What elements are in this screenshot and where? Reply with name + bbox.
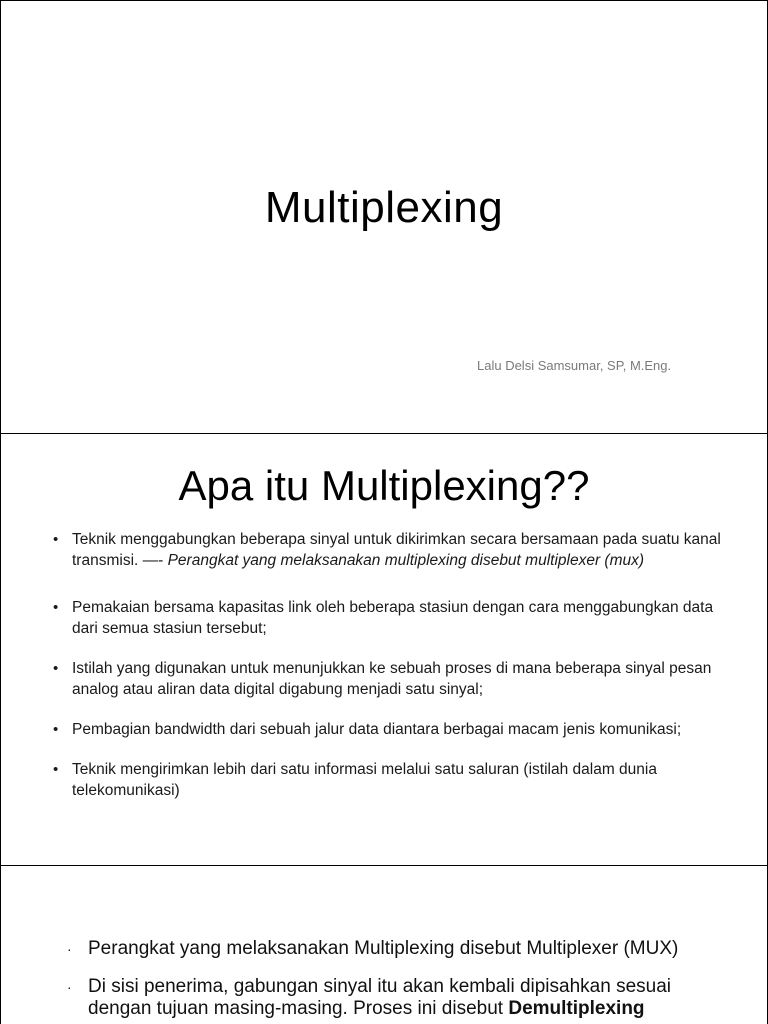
list-item bbox=[67, 938, 727, 960]
bullet-icon: • bbox=[53, 660, 59, 677]
author-name: Lalu Delsi Samsumar, SP, M.Eng. bbox=[477, 358, 672, 373]
bullet-icon: • bbox=[53, 721, 59, 738]
mux-slide bbox=[0, 865, 768, 1024]
list-item-text: Di sisi penerima, gabungan sinyal itu akan kembali dipisahkan sesuai dengan tujuan masing-masing. Proses ini disebut bbox=[88, 976, 671, 1019]
list-item bbox=[53, 759, 723, 801]
list-item-text: Pembagian bandwidth dari sebuah jalur data diantara berbagai macam jenis komunikasi; bbox=[72, 721, 682, 738]
bullet-icon: • bbox=[53, 531, 59, 548]
slide-title: Apa itu Multiplexing?? bbox=[178, 462, 590, 509]
list-item bbox=[53, 597, 723, 639]
definition-slide bbox=[0, 433, 768, 866]
bullet-list bbox=[53, 529, 723, 801]
list-item-text: Pemakaian bersama kapasitas link oleh beberapa stasiun dengan cara menggabungkan data dari semua stasiun tersebut; bbox=[72, 599, 714, 637]
list-item-italic-text: Perangkat yang melaksanakan multiplexing disebut multiplexer (mux) bbox=[167, 552, 645, 569]
bullet-list bbox=[67, 938, 727, 1020]
list-item-text: Teknik mengirimkan lebih dari satu informasi melalui satu saluran (istilah dalam dunia telekomunikasi) bbox=[72, 761, 657, 799]
list-item-text: Teknik menggabungkan beberapa sinyal untuk dikirimkan secara bersamaan pada suatu kanal transmisi. —- bbox=[72, 531, 721, 569]
list-item bbox=[53, 529, 723, 571]
bullet-icon: · bbox=[67, 941, 72, 957]
list-item bbox=[53, 719, 723, 740]
bullet-icon: • bbox=[53, 599, 59, 616]
list-item bbox=[53, 658, 723, 700]
title-slide bbox=[0, 0, 768, 434]
list-item-text: Istilah yang digunakan untuk menunjukkan ke sebuah proses di mana beberapa sinyal pesan analog atau aliran data digital digabung menjadi satu sinyal; bbox=[72, 660, 712, 698]
bullet-icon: · bbox=[67, 979, 72, 995]
bullet-icon: • bbox=[53, 761, 59, 778]
list-item bbox=[67, 976, 727, 1020]
slide-title: Multiplexing bbox=[264, 183, 504, 232]
list-item-text: Perangkat yang melaksanakan Multiplexing disebut Multiplexer (MUX) bbox=[88, 938, 679, 959]
list-item-bold-text: Demultiplexing bbox=[508, 998, 645, 1019]
